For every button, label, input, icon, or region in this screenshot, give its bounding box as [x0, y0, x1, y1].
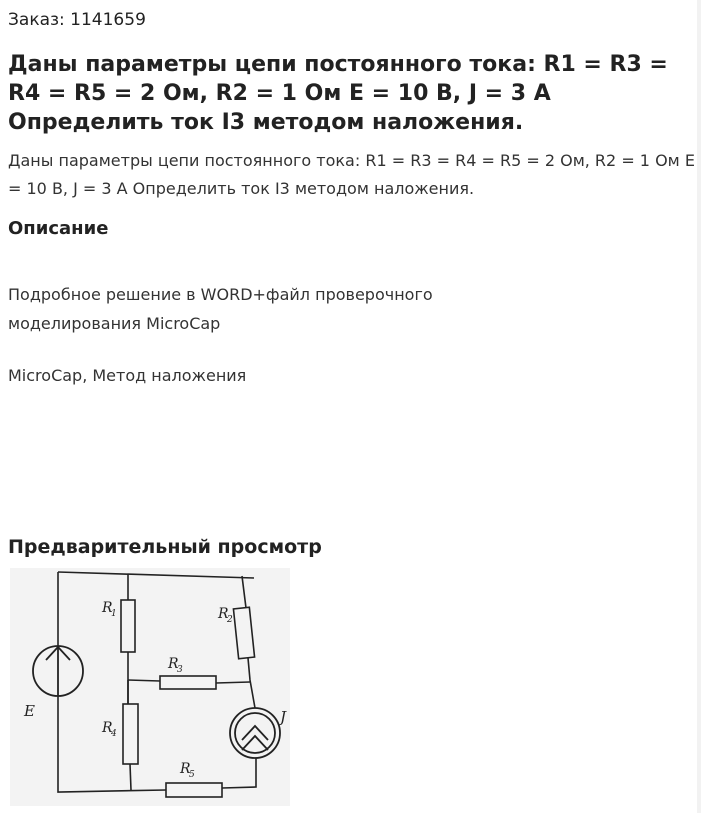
wire-right-center	[248, 658, 255, 708]
label-r1: R	[102, 600, 113, 616]
order-number: Заказ: 1141659	[8, 10, 146, 30]
emf-source-e	[33, 646, 83, 696]
circuit-diagram	[10, 568, 290, 806]
label-r3-sub: 3	[177, 665, 183, 675]
label-r1-sub: 1	[111, 609, 117, 619]
resistor-r4	[123, 704, 138, 764]
resistor-r1	[121, 600, 135, 652]
circuit-preview-image	[10, 568, 290, 806]
wire-mid-bottom	[130, 764, 131, 790]
label-r3: R	[168, 656, 179, 672]
current-source-j	[230, 708, 280, 758]
task-title: Даны параметры цепи постоянного тока: R1 = R3 = R4 = R5 = 2 Ом, R2 = 1 Ом E = 10 B, J = 3 A Определить ток I3 методом наложения.	[8, 52, 668, 135]
resistor-r2	[233, 607, 254, 658]
page-edge	[697, 0, 701, 813]
wire-right-top	[242, 576, 246, 608]
label-r2-sub: 2	[227, 615, 233, 625]
wire-r3-right	[216, 682, 250, 683]
wire-r3-left	[128, 680, 160, 681]
label-r5: R	[180, 761, 191, 777]
wire-bottom-right	[222, 758, 256, 788]
label-r5-sub: 5	[189, 770, 195, 780]
description-body: Подробное решение в WORD+файл проверочного моделирования MicroCap	[8, 285, 433, 333]
preview-heading: Предварительный просмотр	[8, 536, 322, 558]
resistor-r3	[160, 676, 216, 689]
resistor-r5	[166, 783, 222, 797]
label-r2: R	[218, 606, 229, 622]
wire-top	[58, 572, 254, 578]
wire-left-bottom	[58, 696, 166, 792]
label-r4-sub: 4	[111, 729, 117, 739]
label-j: J	[280, 708, 287, 726]
description-heading: Описание	[8, 218, 109, 239]
label-e: E	[24, 702, 35, 720]
task-summary: Даны параметры цепи постоянного тока: R1 = R3 = R4 = R5 = 2 Ом, R2 = 1 Ом E = 10 B, J = 3 A Определить ток I3 методом наложения.	[8, 151, 695, 198]
description-tags: MicroCap, Метод наложения	[8, 366, 247, 385]
label-r4: R	[102, 720, 113, 736]
